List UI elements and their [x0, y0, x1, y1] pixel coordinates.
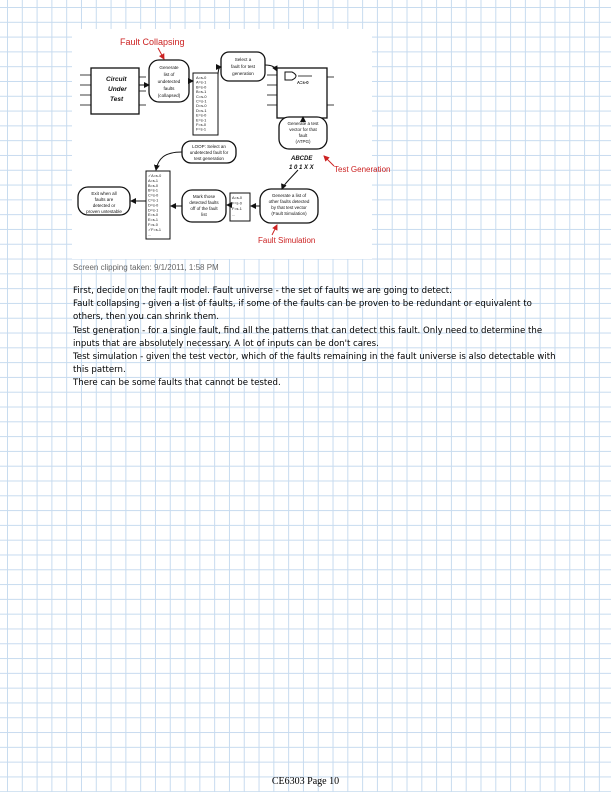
gen-vector-line2: vector for that [289, 127, 317, 132]
test-label: Test [110, 96, 124, 103]
notes-text [73, 285, 563, 391]
note-test-simulation: Test simulation - given the test vector, which of the faults remaining in the fault universe is also detectable with this pattern. [73, 352, 556, 376]
fault-list-1-item: D=s-0 [196, 103, 207, 109]
fault-list-1-item: ... [196, 131, 200, 137]
fault-list-2-item: C=s-1 [148, 198, 159, 203]
fault-list-2-item: A=s-1 [148, 178, 159, 183]
flow-diagram [72, 29, 391, 259]
note-fault-model: First, decide on the fault model. Fault universe - the set of faults we are going to detect. [73, 286, 452, 296]
vector-header: ABCDE [291, 156, 313, 162]
fault-list-2-item: C=s-0 [148, 193, 159, 198]
screen-clipping-caption: Screen clipping taken: 9/1/2011, 1:58 PM [73, 263, 219, 272]
fault-list-2-item: F=s-0 [148, 223, 158, 227]
mark-line1: Mark those [192, 194, 216, 199]
fault-list-2-item: E=s-1 [148, 218, 159, 223]
fault-list-2-item: ... [148, 232, 152, 237]
fault-list-2-item: E=s-0 [148, 213, 159, 218]
circuit-label: Circuit [106, 76, 127, 83]
fault-list-1-item: B=s-0 [196, 84, 207, 90]
loop-line3: test generation [194, 156, 224, 161]
note-untestable: There can be some faults that cannot be tested. [73, 378, 281, 389]
generate-list-line2: list of [163, 72, 175, 77]
test-generation-label-1: Test Generation [334, 165, 391, 174]
fault-list-2-item: D=s-0 [148, 203, 159, 208]
select-fault-line1: Select a [234, 57, 252, 62]
exit-line4: proven untestable [86, 209, 122, 214]
fault-list-3-item: F=s-1 [232, 207, 242, 211]
exit-line1: Exit when all [91, 191, 117, 196]
generate-list-line4: faults [163, 86, 175, 91]
page-footer: CE6303 Page 10 [271, 776, 340, 787]
generate-list-line5: (collapsed) [157, 93, 181, 98]
gen-vector-line4: (ATPG) [295, 139, 311, 144]
fault-list-1-item: A=s-0 [196, 75, 207, 80]
fault-list-1-item: F=s-0 [196, 122, 207, 127]
mark-line2: detected faults [189, 200, 219, 205]
fault-list-2-item: ✓A=s-0 [148, 174, 162, 178]
fault-list-1-item: B=s-1 [196, 89, 207, 95]
fault-list-3-item: F=s-0 [232, 201, 242, 206]
fault-list-1-item: C=s-0 [196, 93, 207, 99]
select-fault-line3: generation [232, 71, 254, 76]
fault-simulation-label: Fault Simulation [258, 236, 316, 245]
loop-line1: LOOP: Select an [192, 144, 226, 149]
gen-vector-line3: fault [298, 133, 308, 138]
fault-collapsing-label: Fault Collapsing [120, 37, 185, 47]
fault-list-1-item: C=s-1 [196, 98, 207, 104]
gen-vector-line1: Generate a test [287, 121, 319, 126]
note-test-generation: Test generation - for a single fault, find all the patterns that can detect this fault. Only need to determine the inputs that are absolutely necessary. A lot of inputs can be don't cares. [73, 325, 543, 349]
fault-list-1-item: E=s-1 [196, 117, 207, 123]
fault-list-1-item: E=s-0 [196, 112, 207, 118]
fault-list-2-item: B=s-0 [148, 183, 159, 188]
and-gate-symbol [285, 72, 296, 80]
mark-line4: list [201, 212, 207, 217]
generate-list-line3: undetected [157, 79, 181, 84]
other-line1: Generate a list of [271, 193, 307, 198]
fault-list-1-item: A=s-1 [196, 79, 207, 85]
fault-testing-flowchart [72, 29, 391, 259]
fault-list-2-item: ✓F=s-1 [148, 227, 161, 232]
generate-list-line1: Generate [159, 65, 179, 70]
fault-list-3-item: A=s-0 [232, 196, 243, 200]
under-label: Under [108, 86, 127, 93]
vector-values: 1 0 1 X X [289, 165, 314, 171]
other-line2: other faults detected [268, 199, 310, 204]
fault-list-3-item: ... [232, 212, 236, 217]
fault-list-2-item: D=s-1 [148, 208, 159, 213]
fault-list-2-item: B=s-1 [148, 188, 159, 193]
other-line3: by that test vector [271, 205, 307, 210]
note-fault-collapsing: Fault collapsing - given a list of faults, if some of the faults can be proven to be redundant or equivalent to others, then you can shrink them. [73, 299, 532, 323]
select-fault-line2: fault for test [230, 64, 256, 69]
other-line4: (Fault Simulation) [271, 211, 307, 216]
gate-fault-label: A=s-0 [297, 80, 309, 85]
fault-list-1-item: D=s-1 [196, 107, 207, 113]
exit-line2: faults are [94, 197, 114, 202]
fault-list-1-item: F=s-1 [196, 126, 207, 132]
loop-line2: undetected fault for [189, 150, 229, 155]
mark-line3: off of the fault [190, 206, 218, 211]
exit-line3: detected or [92, 203, 116, 208]
